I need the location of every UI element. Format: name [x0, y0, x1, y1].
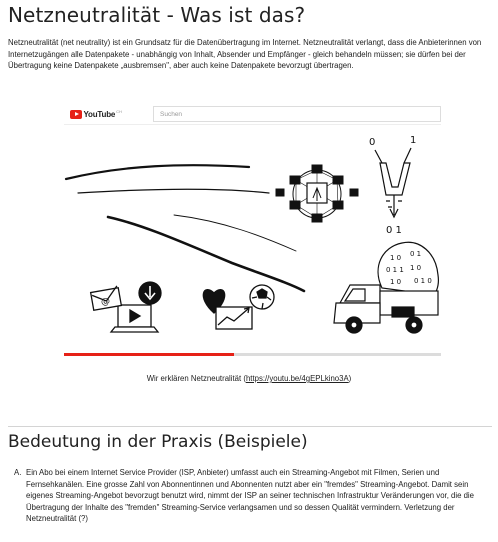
svg-text:0 1 1: 0 1 1	[386, 266, 404, 274]
youtube-logo[interactable]	[70, 109, 122, 119]
section-divider	[8, 426, 492, 427]
svg-text:1 0: 1 0	[410, 264, 422, 272]
examples-list	[14, 467, 492, 525]
video-illustration	[64, 125, 441, 353]
list-item	[14, 467, 492, 525]
youtube-logo-text: YouTube	[83, 109, 116, 119]
youtube-play-icon	[70, 110, 82, 119]
video-embed[interactable]	[64, 103, 441, 359]
svg-text:0 1: 0 1	[410, 250, 422, 258]
search-input[interactable]: Suchen	[153, 106, 441, 122]
list-item-text: Ein Abo bei einem Internet Service Provider (ISP, Anbieter) umfasst auch ein Streaming-Angebot mit Filmen, Serien und Fernsehkanälen. Eine grosse Zahl von Abonnentinnen und Abonnenten nutzt aber ein "fremdes" Streaming-Angebot. Damit sein eigenes Streaming-Angebot bevorzugt benutzt wird, nimmt der ISP an seiner technischen Infrastruktur Veränderungen vor, die die Übertragung der Inhalte des "fremden" Streaming-Service verlangsamen und so dessen Qualität vermindern. Verletzung der Netzneutralität (?)	[26, 468, 475, 523]
funnel-icon	[369, 135, 416, 217]
svg-text:0: 0	[369, 137, 376, 148]
svg-text:1 0: 1 0	[390, 278, 402, 286]
network-icon	[276, 165, 358, 222]
caption-prefix: Wir erklären Netzneutralität (	[146, 374, 246, 383]
svg-text:0 1 0: 0 1 0	[414, 277, 432, 285]
binary-label: 0 1	[386, 225, 402, 236]
youtube-header	[64, 103, 441, 125]
email-at-icon: @	[101, 297, 110, 307]
intro-paragraph: Netzneutralität (net neutrality) ist ein Grundsatz für die Datenübertragung im Internet. Netzneutralität verlangt, dass die Anbieterinnen von Internetzugängen alle Datenpakete - unabhängig von Inhalt, Absender und Empfänger - gleich behandeln müssen; sie dürfen bei der Übertragung keine Datenpakete „ausbremsen", aber auch keine Datenpakete bevorzugt übertragen.	[8, 38, 482, 70]
video-progress-bar[interactable]	[64, 353, 441, 356]
heart-chart-ball-icon	[203, 285, 274, 329]
video-progress-fill	[64, 353, 234, 356]
list-marker: A.	[14, 468, 22, 477]
youtube-country-code: CH	[116, 109, 122, 114]
page-title: Netzneutralität - Was ist das?	[8, 3, 306, 27]
caption-suffix: )	[348, 374, 352, 383]
svg-text:1 0: 1 0	[390, 254, 402, 262]
laptop-email-icon	[91, 282, 161, 332]
video-caption	[0, 374, 498, 383]
svg-text:1: 1	[410, 135, 417, 146]
video-link[interactable]: https://youtu.be/4gEPLkino3A	[245, 374, 349, 383]
truck-data-icon	[334, 242, 438, 333]
data-stream-lines	[66, 165, 304, 291]
section-heading: Bedeutung in der Praxis (Beispiele)	[8, 432, 308, 452]
